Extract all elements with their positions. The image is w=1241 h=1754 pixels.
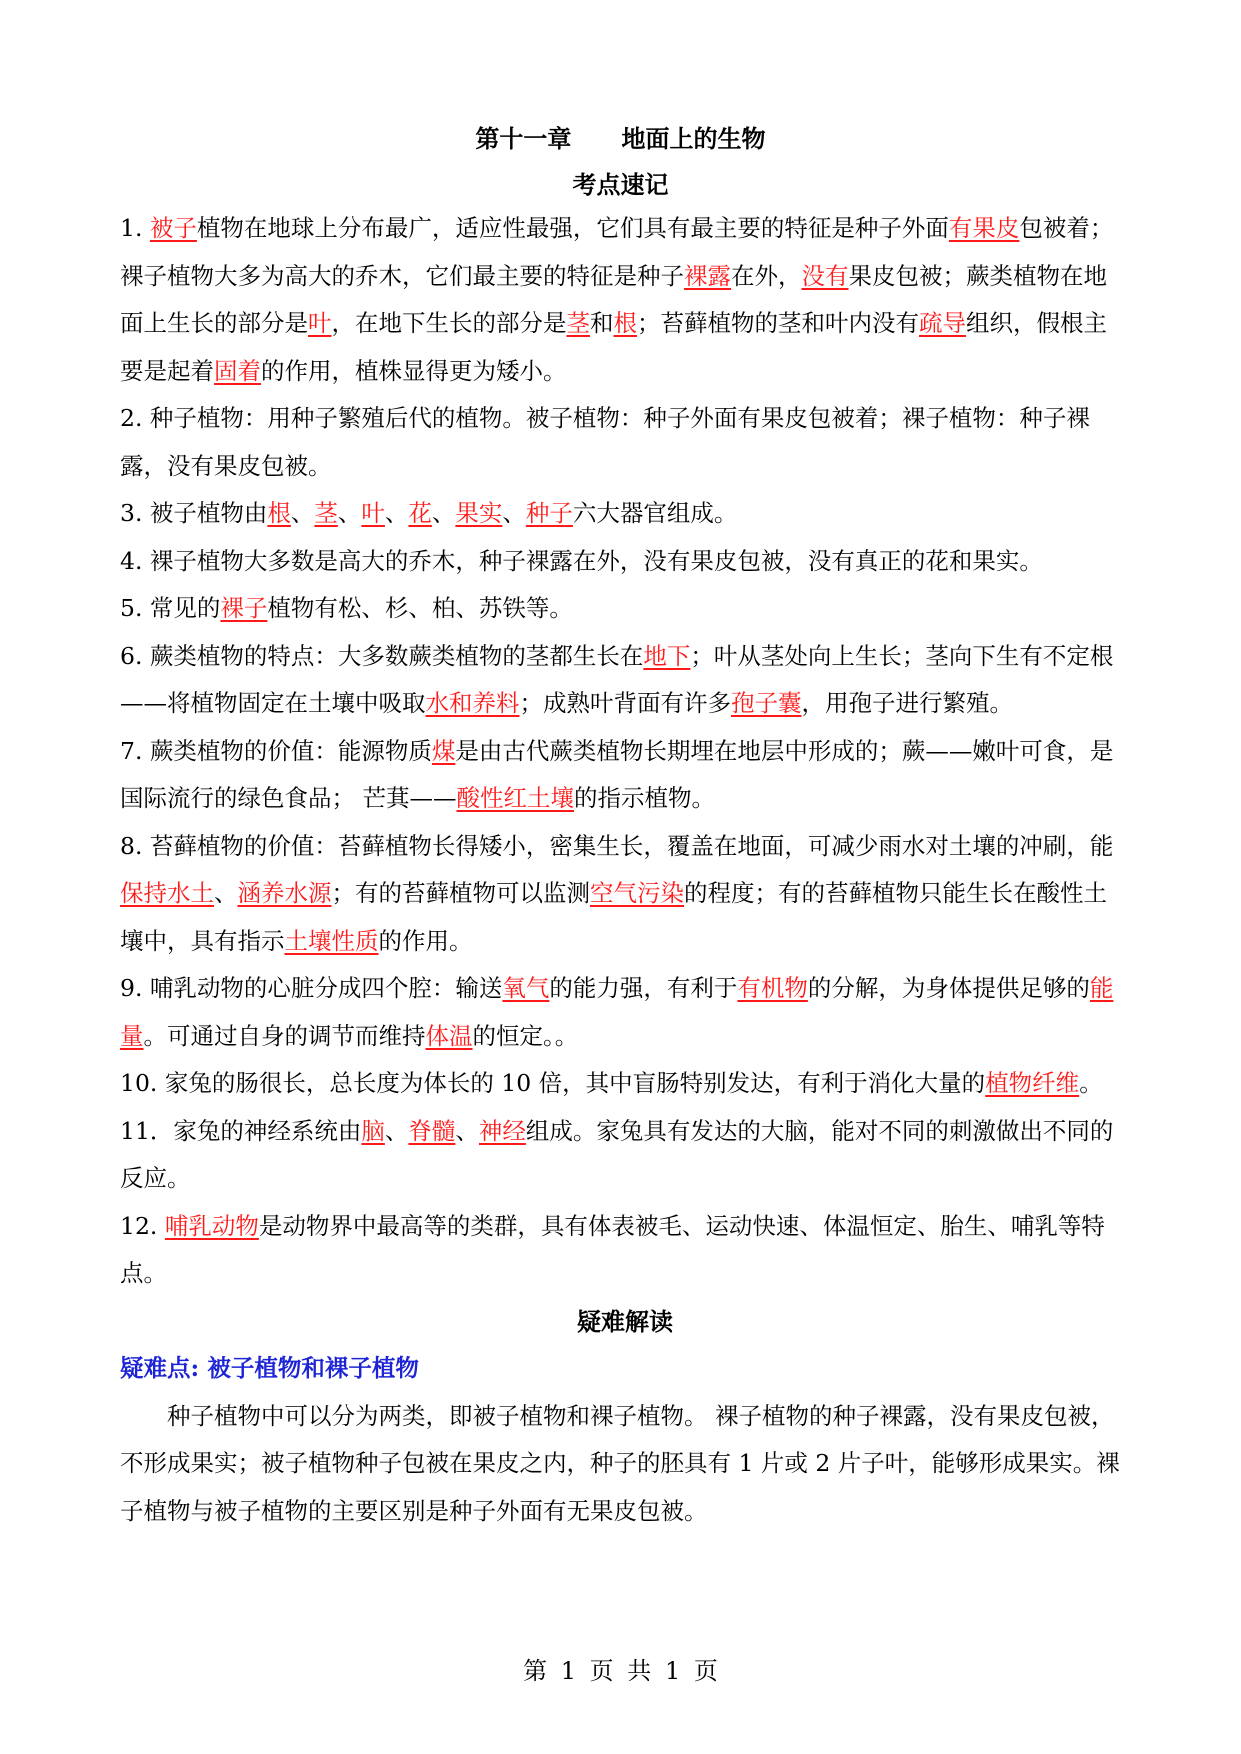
- point-text: 、: [384, 1116, 409, 1145]
- answer-highlight: 地下: [643, 641, 691, 670]
- answer-highlight: 土壤性质: [284, 926, 379, 955]
- point-text: ，用孢子进行繁殖。: [801, 689, 1013, 717]
- point-text: 。可通过自身的调节而维持: [143, 1021, 426, 1050]
- point-text: 1.: [120, 214, 150, 242]
- page-footer: 第 1 页 共 1 页: [523, 1657, 718, 1685]
- answer-highlight: 脑: [361, 1116, 385, 1145]
- point-text: 、: [502, 499, 526, 527]
- section-title-difficulties: 疑难解读: [577, 1306, 673, 1336]
- point-text: 3. 被子植物由: [120, 499, 268, 527]
- answer-highlight: 空气污染: [590, 879, 684, 907]
- point-text: 组织，假根主要是起着: [120, 309, 1107, 385]
- point-text: 、: [337, 499, 362, 527]
- answer-highlight: 有机物: [737, 974, 808, 1002]
- answer-highlight: 没有: [801, 261, 849, 290]
- answer-highlight: 根: [613, 309, 637, 337]
- point-text: 的作用。: [378, 926, 473, 955]
- answer-highlight: 哺乳动物: [164, 1211, 259, 1240]
- point-text: 7. 蕨类植物的价值：能源物质: [120, 736, 432, 765]
- answer-highlight: 根: [267, 499, 291, 527]
- point-text: 和: [590, 309, 614, 337]
- section-title-key-points: 考点速记: [572, 170, 669, 199]
- answer-highlight: 植物纤维: [985, 1069, 1080, 1097]
- key-point-10: [120, 1060, 1130, 1108]
- point-text: 包被着；裸子植物大多为高大的乔木，它们最主要的特征是种子: [120, 214, 1114, 290]
- answer-highlight: 脊髓: [408, 1116, 456, 1145]
- point-text: 4. 裸子植物大多数是高大的乔木，种子裸露在外，没有果皮包被，没有真正的花和果实。: [120, 546, 1043, 575]
- answer-highlight: 茎: [314, 499, 338, 527]
- answer-highlight: 保持水土: [120, 879, 214, 907]
- point-text: 的作用，植株显得更为矮小。: [261, 356, 567, 385]
- answer-highlight: 有果皮: [948, 214, 1020, 242]
- answer-highlight: 涵养水源: [237, 879, 332, 907]
- point-text: 2. 种子植物：用种子繁殖后代的植物。被子植物：种子外面有果皮包被着；裸子植物：种子裸露，没有果皮包被。: [120, 404, 1090, 480]
- answer-highlight: 被子: [149, 214, 197, 242]
- point-text: 5. 常见的: [120, 594, 221, 622]
- point-text: 12.: [120, 1211, 165, 1240]
- key-point-6: [120, 633, 1130, 728]
- point-text: 的分解，为身体提供足够的: [807, 974, 1090, 1002]
- answer-highlight: 裸子: [220, 594, 268, 622]
- key-point-12: [120, 1203, 1130, 1298]
- point-text: 10. 家兔的肠很长，总长度为体长的 10 倍，其中盲肠特别发达，有利于消化大量的: [120, 1069, 986, 1097]
- answer-highlight: 能量: [120, 974, 1114, 1050]
- point-text: 的指示植物。: [573, 784, 715, 812]
- key-point-5: [120, 585, 1130, 633]
- point-text: 、: [214, 879, 238, 907]
- point-text: 、: [431, 499, 456, 527]
- answer-highlight: 氧气: [502, 974, 550, 1002]
- key-point-9: [120, 965, 1130, 1060]
- answer-highlight: 种子: [525, 499, 573, 527]
- point-text: 是动物界中最高等的类群，具有体表被毛、运动快速、体温恒定、胎生、哺乳等特点。: [120, 1211, 1105, 1287]
- answer-highlight: 果实: [455, 499, 503, 527]
- answer-highlight: 花: [408, 499, 432, 527]
- key-points-list: [120, 205, 1130, 1298]
- answer-highlight: 叶: [361, 499, 385, 527]
- key-point-3: [120, 490, 1130, 538]
- point-text: 植物在地球上分布最广，适应性最强，它们具有最主要的特征是种子外面: [196, 214, 949, 242]
- point-text: 9. 哺乳动物的心脏分成四个腔：输送: [120, 974, 503, 1002]
- point-text: 的能力强，有利于: [549, 974, 738, 1002]
- difficulty-heading: 疑难点: 被子植物和裸子植物: [120, 1354, 419, 1382]
- key-point-1: [120, 205, 1130, 395]
- answer-highlight: 体温: [425, 1021, 473, 1050]
- answer-highlight: 酸性红土壤: [456, 784, 574, 812]
- point-text: 六大器官组成。: [572, 499, 738, 527]
- point-text: 11．家兔的神经系统由: [120, 1116, 362, 1145]
- key-point-4: [120, 538, 1130, 586]
- answer-highlight: 煤: [431, 736, 456, 765]
- point-text: ；有的苔藓植物可以监测: [331, 879, 590, 907]
- key-point-11: [120, 1108, 1130, 1203]
- point-text: 是由古代蕨类植物长期埋在地层中形成的；蕨——嫩叶可食，是国际流行的绿色食品； 芒萁——: [120, 736, 1114, 812]
- point-text: 、: [384, 499, 409, 527]
- answer-highlight: 疏导: [919, 309, 966, 337]
- key-point-7: [120, 728, 1130, 823]
- point-text: 植物有松、杉、柏、苏铁等。: [267, 594, 573, 622]
- point-text: ；叶从茎处向上生长；茎向下生有不定根——将植物固定在土壤中吸取: [120, 641, 1114, 717]
- answer-highlight: 茎: [566, 309, 590, 337]
- point-text: ；苔藓植物的茎和叶内没有: [637, 309, 919, 337]
- point-text: 、: [290, 499, 315, 527]
- key-point-8: [120, 823, 1130, 966]
- answer-highlight: 固着: [214, 356, 261, 385]
- point-text: ；成熟叶背面有许多: [519, 689, 731, 717]
- chapter-title: 第十一章 地面上的生物: [475, 124, 766, 153]
- key-point-2: [120, 395, 1130, 490]
- answer-highlight: 孢子囊: [731, 689, 802, 717]
- point-text: 6. 蕨类植物的特点：大多数蕨类植物的茎都生长在: [120, 641, 644, 670]
- answer-highlight: 神经: [478, 1116, 526, 1145]
- point-text: 、: [455, 1116, 479, 1145]
- point-text: 组成。家兔具有发达的大脑，能对不同的刺激做出不同的反应。: [120, 1116, 1114, 1192]
- point-text: 果皮包被；蕨类植物在地面上生长的部分是: [120, 261, 1107, 337]
- answer-highlight: 水和养料: [425, 689, 520, 717]
- point-text: 。: [1079, 1069, 1103, 1097]
- point-text: ，在地下生长的部分是: [331, 309, 567, 337]
- point-text: 在外，: [731, 261, 802, 290]
- answer-highlight: 裸露: [684, 261, 731, 290]
- point-text: 的程度；有的苔藓植物只能生长在酸性土壤中，具有指示: [120, 879, 1107, 955]
- point-text: 8. 苔藓植物的价值：苔藓植物长得矮小，密集生长，覆盖在地面，可减少雨水对土壤的冲刷，能: [120, 831, 1114, 860]
- point-text: 的恒定。。: [472, 1021, 579, 1050]
- answer-highlight: 叶: [308, 309, 332, 337]
- explanation-paragraph: 种子植物中可以分为两类，即被子植物和裸子植物。 裸子植物的种子裸露，没有果皮包被，不形成果实；被子植物种子包被在果皮之内，种子的胚具有 1 片或 2 片子叶，能够形成果实。裸子植物与被子植物的主要区别是种子外面有无果皮包被。: [120, 1401, 1120, 1525]
- document-body: [120, 205, 1130, 1535]
